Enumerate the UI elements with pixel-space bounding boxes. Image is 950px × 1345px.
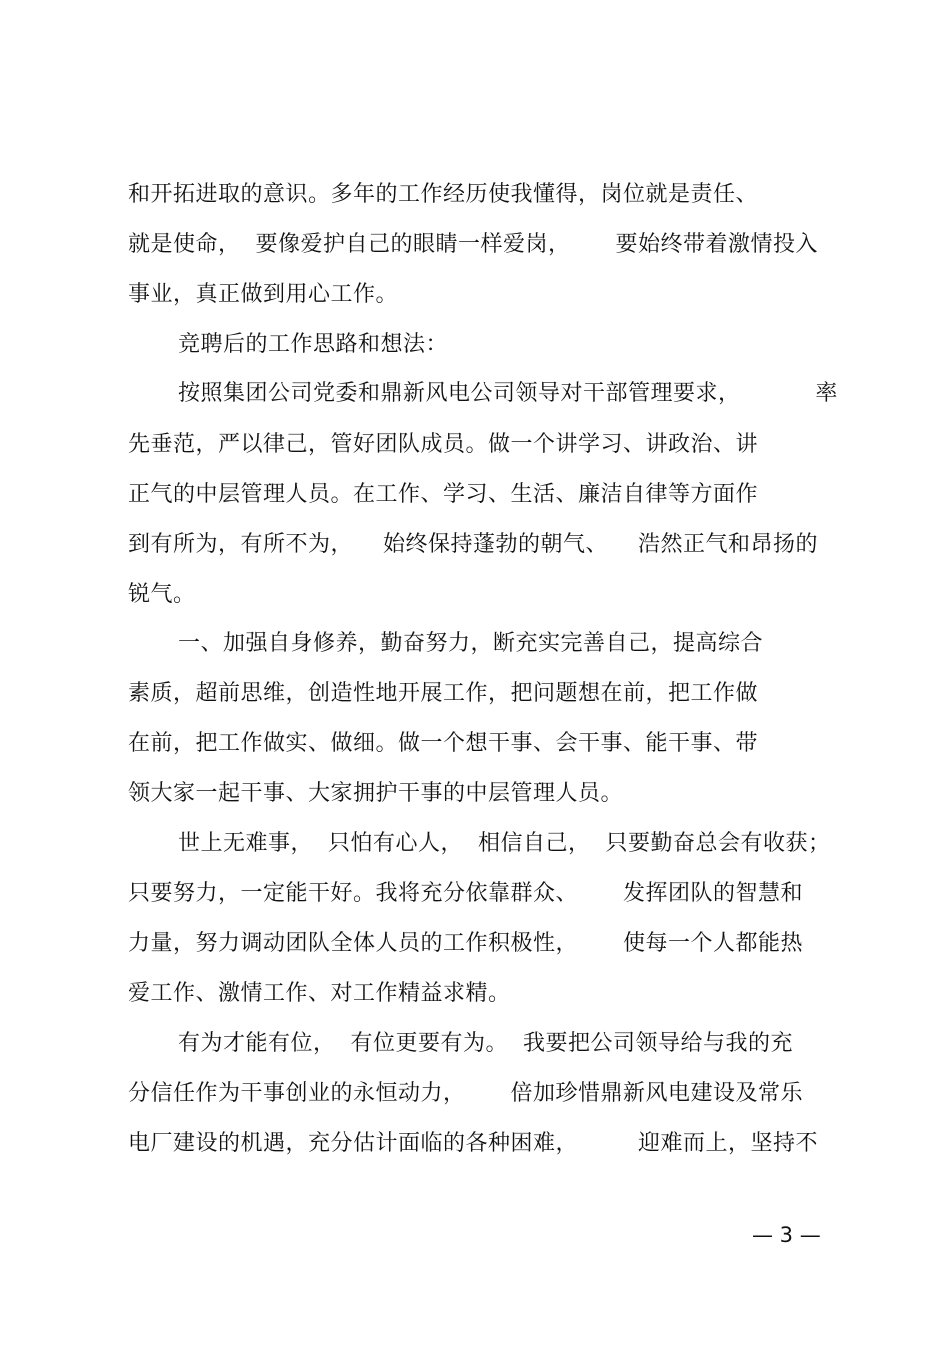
text-line: 锐气。	[128, 582, 196, 607]
text-line: 先垂范，严以律己，管好团队成员。做一个讲学习、讲政治、讲	[128, 432, 759, 457]
text-line: 领大家一起干事、大家拥护干事的中层管理人员。	[128, 781, 624, 806]
text-line: 按照集团公司党委和鼎新风电公司领导对干部管理要求， 率	[178, 381, 838, 406]
text-line: 只要努力，一定能干好。我将充分依靠群众、 发挥团队的智慧和	[128, 881, 803, 906]
text-line: 有为才能有位， 有位更要有为。 我要把公司领导给与我的充	[178, 1031, 793, 1056]
text-line: 到有所为，有所不为， 始终保持蓬勃的朝气、 浩然正气和昂扬的	[128, 532, 818, 557]
text-line: 正气的中层管理人员。在工作、学习、生活、廉洁自律等方面作	[128, 482, 759, 507]
text-line: 事业，真正做到用心工作。	[128, 282, 399, 307]
text-line: 力量，努力调动团队全体人员的工作积极性， 使每一个人都能热	[128, 931, 803, 956]
text-line: 和开拓进取的意识。多年的工作经历使我懂得，岗位就是责任、	[128, 182, 759, 207]
text-line: 素质，超前思维，创造性地开展工作，把问题想在前，把工作做	[128, 681, 759, 706]
text-line: 就是使命， 要像爱护自己的眼睛一样爱岗， 要始终带着激情投入	[128, 232, 818, 257]
text-line: 爱工作、激情工作、对工作精益求精。	[128, 981, 511, 1006]
page-number: — 3 —	[752, 1223, 821, 1247]
text-line: 在前，把工作做实、做细。做一个想干事、会干事、能干事、带	[128, 731, 759, 756]
section-heading: 竞聘后的工作思路和想法：	[178, 332, 449, 357]
text-line: 电厂建设的机遇，充分估计面临的各种困难， 迎难而上，坚持不	[128, 1131, 818, 1156]
text-line: 一、加强自身修养，勤奋努力，断充实完善自己，提高综合	[178, 631, 764, 656]
text-line: 世上无难事， 只怕有心人， 相信自己， 只要勤奋总会有收获；	[178, 831, 831, 856]
text-line: 分信任作为干事创业的永恒动力， 倍加珍惜鼎新风电建设及常乐	[128, 1081, 803, 1106]
